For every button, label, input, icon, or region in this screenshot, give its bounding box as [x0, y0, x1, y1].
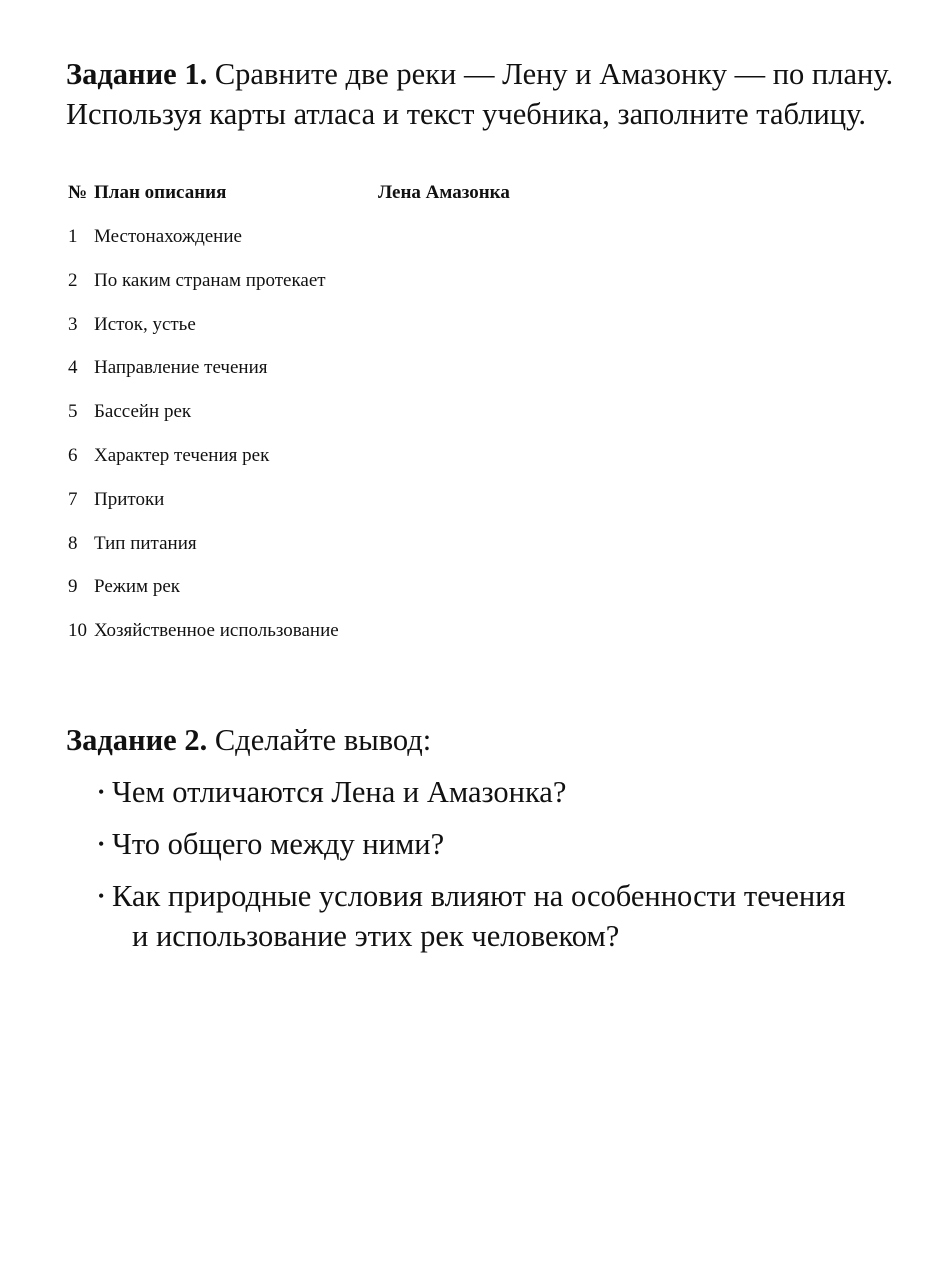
row-plan: Хозяйственное использование	[94, 620, 339, 642]
row-answer-cell[interactable]	[378, 560, 510, 604]
bullet-icon: •	[98, 834, 105, 854]
row-num: 8	[68, 532, 78, 554]
row-answer-cell[interactable]	[378, 254, 510, 298]
row-answer-cell[interactable]	[378, 298, 510, 342]
row-plan: Характер течения рек	[94, 444, 270, 466]
row-answer-cell[interactable]	[378, 210, 510, 254]
header-plan	[94, 182, 378, 210]
table-row	[68, 385, 510, 429]
row-plan: По каким странам протекает	[94, 269, 326, 291]
row-num: 1	[68, 226, 78, 247]
row-answer-cell[interactable]	[378, 604, 510, 648]
row-plan: Направление течения	[94, 357, 268, 379]
bullet-icon: •	[98, 782, 105, 802]
table-header-row	[68, 182, 510, 210]
header-lena: Лена	[378, 182, 421, 203]
row-answer-cell[interactable]	[378, 385, 510, 429]
header-amazon: Амазонка	[425, 182, 510, 203]
table-row	[68, 210, 510, 254]
header-num: №	[68, 182, 88, 203]
row-num: 5	[68, 401, 78, 423]
row-num: 9	[68, 576, 78, 598]
task2-label: Задание 2.	[66, 723, 208, 757]
table-row	[68, 298, 510, 342]
list-item	[98, 772, 918, 812]
comparison-table	[68, 182, 510, 648]
row-answer-cell[interactable]	[378, 429, 510, 473]
row-plan: Исток, устье	[94, 313, 196, 335]
table-row	[68, 604, 510, 648]
row-num: 2	[68, 269, 78, 291]
task2-text: Сделайте вывод:	[207, 723, 432, 757]
row-answer-cell[interactable]	[378, 473, 510, 517]
question-text-continued: и использование этих рек человеком?	[132, 919, 620, 953]
table-row	[68, 254, 510, 298]
task1-instruction	[66, 54, 911, 134]
row-answer-cell[interactable]	[378, 517, 510, 561]
table-row	[68, 473, 510, 517]
list-item	[98, 876, 918, 956]
question-text: Как природные условия влияют на особенности течения	[112, 879, 846, 913]
row-num: 6	[68, 444, 78, 466]
row-plan: Режим рек	[94, 576, 180, 598]
row-num: 10	[68, 620, 87, 642]
table-row	[68, 517, 510, 561]
row-num: 4	[68, 357, 78, 379]
row-plan: Притоки	[94, 488, 165, 510]
table-row	[68, 429, 510, 473]
row-plan: Бассейн рек	[94, 401, 192, 423]
task1-text: Сравните две реки — Лену и Амазонку — по плану. Используя карты атласа и текст учебника, заполните таблицу.	[66, 57, 894, 131]
header-lena-amazon	[378, 182, 510, 210]
row-num: 3	[68, 313, 78, 335]
row-plan: Тип питания	[94, 532, 197, 554]
row-plan: Местонахождение	[94, 226, 242, 247]
bullet-icon: •	[98, 886, 105, 906]
question-text: Чем отличаются Лена и Амазонка?	[112, 775, 567, 809]
table-row	[68, 560, 510, 604]
table-row	[68, 341, 510, 385]
row-num: 7	[68, 488, 78, 510]
task2-instruction	[66, 720, 431, 760]
task1-label: Задание 1.	[66, 57, 208, 91]
question-text: Что общего между ними?	[112, 827, 445, 861]
question-list	[98, 772, 918, 968]
row-answer-cell[interactable]	[378, 341, 510, 385]
list-item	[98, 824, 918, 864]
header-plan-label: План описания	[94, 182, 227, 203]
